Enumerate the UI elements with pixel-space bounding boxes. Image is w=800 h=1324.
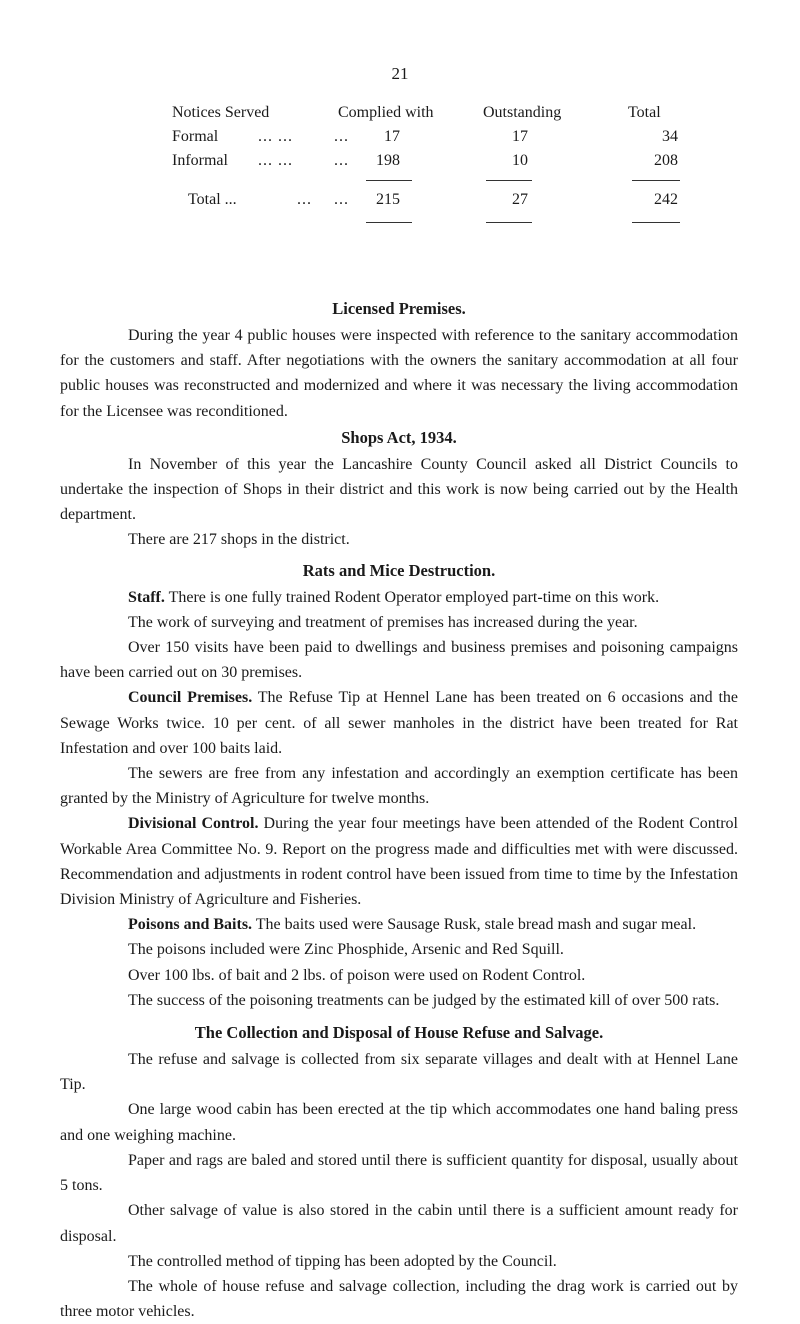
header-total: Total (628, 104, 661, 121)
rule-complied-lower (366, 222, 412, 223)
paragraph: Other salvage of value is also stored in the cabin until there is a sufficient amount ready for disposal. (60, 1202, 738, 1245)
row-label: Total ... (188, 191, 237, 208)
rule-total-lower (632, 222, 680, 223)
table-row-total (0, 191, 800, 213)
paragraph: Over 100 lbs. of bait and 2 lbs. of poison were used on Rodent Control. (128, 966, 586, 984)
paragraph-divisional-control (60, 811, 738, 912)
row-outstanding: 10 (512, 152, 528, 169)
row-dots: ... ... (258, 128, 293, 145)
heading-shops-act: Shops Act, 1934. (341, 427, 457, 447)
heading-licensed-premises: Licensed Premises. (332, 299, 466, 318)
paragraph: In November of this year the Lancashire County Council asked all District Councils to undertake the inspection of Shops in their district and this work is now being carried out by the Health department. (60, 455, 738, 524)
paragraph: The refuse and salvage is collected from six separate villages and dealt with at Hennel Lane Tip. (60, 1051, 738, 1094)
row-lead-dots: ... (334, 191, 349, 208)
row-label: Informal (172, 152, 228, 169)
rule-outstanding-lower (486, 222, 532, 223)
row-total: 242 (654, 191, 678, 208)
rule-total-upper (632, 180, 680, 181)
paragraph-poisons-baits (60, 912, 738, 937)
row-complied: 198 (376, 152, 400, 169)
row-dots: ... (297, 191, 312, 208)
table-row-formal (0, 128, 800, 150)
row-total: 208 (654, 152, 678, 169)
paragraph-text: The Refuse Tip at Hennel Lane has been treated on 6 occasions and the Sewage Works twice. 10 per cent. of all sewer manholes in the district have been treated for Rat Infestation and over 100 baits laid. (60, 689, 739, 757)
row-total: 34 (662, 128, 678, 145)
paragraph: The success of the poisoning treatments can be judged by the estimated kill of over 500 rats. (128, 991, 720, 1009)
run-in-heading: Staff. (128, 588, 165, 606)
paragraph-text: During the year four meetings have been attended of the Rodent Control Workable Area Committee No. 9. Report on the progress made and difficulties met with were discussed. Recommendation and adjustments in rodent control have been issued from time to time by the Infestation Division Ministry of Agriculture and Fisheries. (60, 815, 739, 909)
row-outstanding: 17 (512, 128, 528, 145)
paragraph-council-premises (60, 685, 738, 761)
row-complied: 17 (384, 128, 400, 145)
run-in-heading: Council Premises. (128, 689, 253, 707)
paragraph: During the year 4 public houses were inspected with reference to the sanitary accommodation for the customers and staff. After negotiations with the owners the sanitary accommodation at all four public houses was reconstructed and modernized and where it was necessary the living accommodation for the Licensee was reconditioned. (60, 327, 738, 420)
paragraph: The poisons included were Zinc Phosphide, Arsenic and Red Squill. (128, 941, 564, 959)
paragraph-staff (60, 585, 738, 610)
row-outstanding: 27 (512, 191, 528, 208)
heading-rats-mice: Rats and Mice Destruction. (302, 560, 496, 580)
paragraph: Over 150 visits have been paid to dwellings and business premises and poisoning campaigns have been carried out on 30 premises. (60, 639, 738, 682)
row-dots: ... ... (258, 152, 293, 169)
table-row-informal (0, 152, 800, 174)
heading-refuse-salvage: The Collection and Disposal of House Refuse and Salvage. (194, 1023, 604, 1043)
paragraph-text: The baits used were Sausage Rusk, stale bread mash and sugar meal. (252, 916, 697, 934)
header-complied-with: Complied with (338, 104, 434, 121)
paragraph: The sewers are free from any infestation and accordingly an exemption certificate has been granted by the Ministry of Agriculture for twelve months. (60, 765, 738, 808)
rule-outstanding-upper (486, 180, 532, 181)
page-number: 21 (391, 64, 409, 83)
row-lead-dots: ... (334, 128, 349, 145)
table-header-row (0, 104, 800, 126)
paragraph: Paper and rags are baled and stored until there is sufficient quantity for disposal, usually about 5 tons. (60, 1151, 738, 1195)
document-body (60, 299, 739, 1324)
rule-complied-upper (366, 180, 412, 181)
run-in-heading: Divisional Control. (128, 815, 259, 833)
paragraph-text: There is one fully trained Rodent Operator employed part-time on this work. (164, 588, 660, 606)
paragraph: The whole of house refuse and salvage collection, including the drag work is carried out by three motor vehicles. (60, 1277, 738, 1321)
row-complied: 215 (376, 191, 400, 208)
row-label: Formal (172, 128, 219, 145)
paragraph: The controlled method of tipping has been adopted by the Council. (128, 1252, 557, 1270)
run-in-heading: Poisons and Baits. (128, 916, 253, 934)
paragraph: There are 217 shops in the district. (128, 531, 350, 549)
paragraph: One large wood cabin has been erected at the tip which accommodates one hand baling press and one weighing machine. (60, 1101, 738, 1144)
header-outstanding: Outstanding (483, 104, 562, 121)
row-lead-dots: ... (334, 152, 349, 169)
header-notices-served: Notices Served (172, 104, 270, 121)
paragraph: The work of surveying and treatment of premises has increased during the year. (128, 613, 638, 631)
